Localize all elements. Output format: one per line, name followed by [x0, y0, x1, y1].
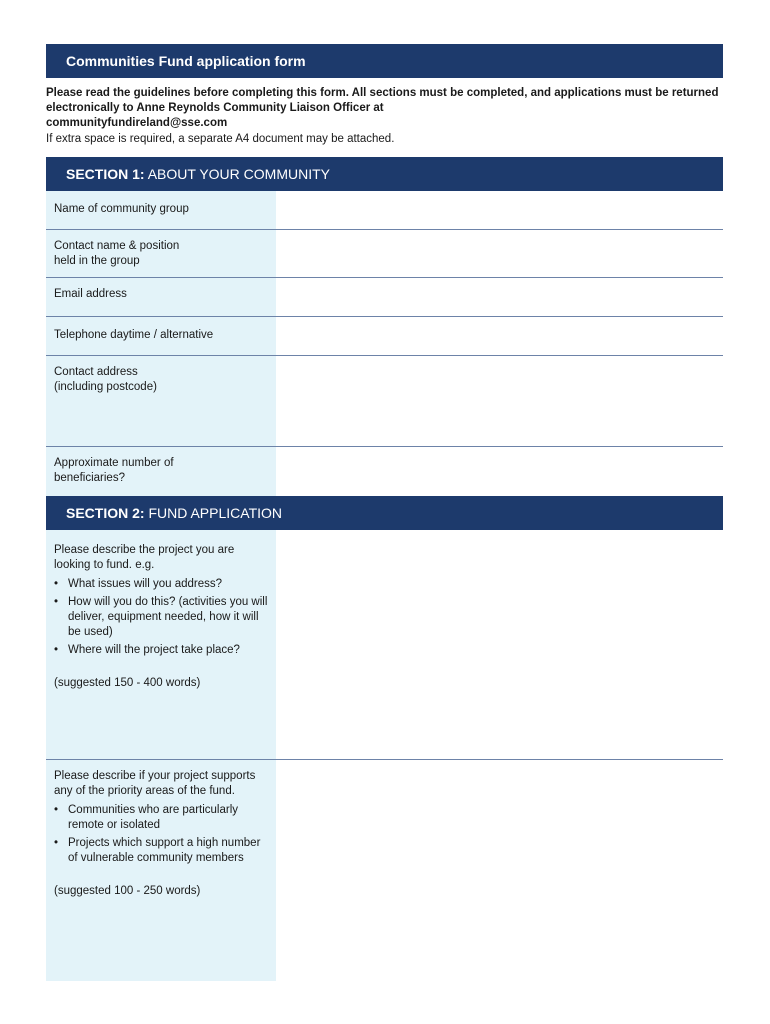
- form-title: Communities Fund application form: [46, 44, 723, 78]
- application-form: [46, 44, 723, 981]
- list-item: • What issues will you address?: [54, 578, 223, 590]
- question-bullets: [54, 803, 268, 866]
- field-row-email: [46, 278, 723, 317]
- section-1-header: [46, 157, 723, 191]
- section-1-title: ABOUT YOUR COMMUNITY: [147, 166, 330, 182]
- section-2-header: [46, 496, 723, 530]
- field-label: Telephone daytime / alternative: [46, 317, 276, 355]
- word-count-hint: (suggested 150 - 400 words): [54, 677, 201, 689]
- section-2-number: SECTION 2:: [66, 505, 145, 521]
- telephone-input[interactable]: [276, 317, 723, 355]
- question-intro: Please describe if your project supports any of the priority areas of the fund.: [54, 770, 256, 797]
- contact-name-input[interactable]: [276, 230, 723, 277]
- list-item: • Where will the project take place?: [54, 644, 240, 656]
- field-label: Contact name & position held in the group: [46, 230, 276, 277]
- priority-areas-input[interactable]: [276, 760, 723, 981]
- field-label: Approximate number of beneficiaries?: [46, 447, 276, 496]
- extra-space-note: If extra space is required, a separate A4 document may be attached.: [46, 133, 395, 145]
- list-item: • How will you do this? (activities you will deliver, equipment needed, how it will be used): [54, 596, 268, 638]
- field-label: [46, 760, 276, 981]
- word-count-hint: (suggested 100 - 250 words): [54, 885, 201, 897]
- section-2-title: FUND APPLICATION: [148, 505, 283, 521]
- field-label: Contact address (including postcode): [46, 356, 276, 446]
- field-row-beneficiaries: [46, 447, 723, 496]
- section-1-number: SECTION 1:: [66, 166, 145, 182]
- field-label: Email address: [46, 278, 276, 316]
- address-input[interactable]: [276, 356, 723, 446]
- question-intro: Please describe the project you are looking to fund. e.g.: [54, 544, 235, 571]
- contact-email-link[interactable]: communityfundireland@sse.com: [46, 117, 228, 129]
- field-row-telephone: [46, 317, 723, 356]
- intro-text: [46, 86, 723, 147]
- field-row-priority-areas: [46, 760, 723, 981]
- field-row-community-group: [46, 191, 723, 230]
- field-row-project-description: [46, 530, 723, 760]
- intro-instructions: Please read the guidelines before completing this form. All sections must be completed, and applications must be returned electronically to Anne Reynolds Community Liaison Officer at: [46, 87, 719, 114]
- section-2-table: [46, 530, 723, 981]
- list-item: • Communities who are particularly remote or isolated: [54, 804, 239, 831]
- field-row-contact-name: [46, 230, 723, 278]
- list-item: • Projects which support a high number of vulnerable community members: [54, 837, 261, 864]
- question-bullets: [54, 577, 268, 658]
- community-group-input[interactable]: [276, 191, 723, 229]
- email-input[interactable]: [276, 278, 723, 316]
- beneficiaries-input[interactable]: [276, 447, 723, 496]
- field-label: [46, 530, 276, 759]
- project-description-input[interactable]: [276, 530, 723, 759]
- section-1-table: [46, 191, 723, 496]
- field-label: Name of community group: [46, 191, 276, 229]
- field-row-address: [46, 356, 723, 447]
